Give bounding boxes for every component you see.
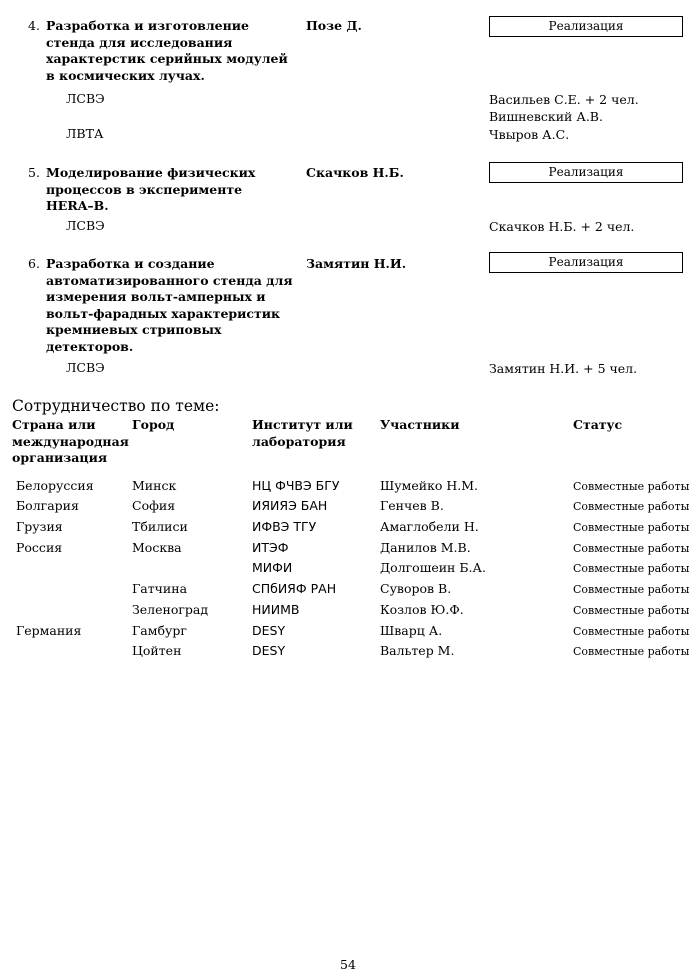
project-title: Разработка и создание автоматизированного стенда для измерения вольт-амперных и вольт-фарадных характеристик кремниевых стриповых детекторов. [46,256,293,354]
participant-cell: Вальтер М. [380,643,455,658]
city-cell: Зеленоград [132,602,209,617]
institute-cell: DESY [252,623,286,638]
city-cell: Гамбург [132,623,187,638]
page-number: 54 [340,957,356,972]
status-cell: Совместные работы [573,625,690,638]
lab-person: Васильев С.Е. + 2 чел. [489,92,639,107]
participant-cell: Шварц А. [380,623,443,638]
status-box: Реализация [489,252,683,273]
project-title: Моделирование физических процессов в эксперименте HERA–B. [46,165,256,213]
city-cell: Гатчина [132,581,188,596]
lab-name: ЛВТА [66,126,104,141]
lab-person: Замятин Н.И. + 5 чел. [489,361,638,376]
participant-cell: Данилов М.В. [380,540,471,555]
city-cell: Москва [132,540,182,555]
column-header: Институт или лаборатория [252,417,353,449]
column-header: Участники [380,417,460,432]
institute-cell: МИФИ [252,560,293,575]
project-number: 6. [28,256,40,271]
status-box: Реализация [489,162,683,183]
status-cell: Совместные работы [573,562,690,575]
lab-person: Вишневский А.В. [489,109,603,124]
status-cell: Совместные работы [573,604,690,617]
collaboration-heading: Сотрудничество по теме: [12,397,220,415]
project-number: 5. [28,165,40,180]
city-cell: Минск [132,478,177,493]
lab-name: ЛСВЭ [66,91,105,106]
status-cell: Совместные работы [573,521,690,534]
institute-cell: СПбИЯФ РАН [252,581,337,596]
institute-cell: ИЯИЯЭ БАН [252,498,328,513]
country-cell: Белоруссия [16,478,94,493]
participant-cell: Козлов Ю.Ф. [380,602,464,617]
column-header: Страна или международная организация [12,417,129,465]
status-cell: Совместные работы [573,583,690,596]
lab-person: Чвыров А.С. [489,127,570,142]
status-cell: Совместные работы [573,645,690,658]
lab-person: Скачков Н.Б. + 2 чел. [489,219,635,234]
institute-cell: ИФВЭ ТГУ [252,519,317,534]
status-cell: Совместные работы [573,500,690,513]
participant-cell: Генчев В. [380,498,444,513]
project-responsible: Замятин Н.И. [306,256,407,271]
participant-cell: Суворов В. [380,581,452,596]
country-cell: Грузия [16,519,63,534]
status-box: Реализация [489,16,683,37]
lab-name: ЛСВЭ [66,218,105,233]
project-responsible: Позе Д. [306,18,362,33]
participant-cell: Амаглобели Н. [380,519,479,534]
institute-cell: НИИМВ [252,602,300,617]
institute-cell: НЦ ФЧВЭ БГУ [252,478,340,493]
project-responsible: Скачков Н.Б. [306,165,404,180]
project-title: Разработка и изготовление стенда для исследования характерстик серийных модулей в космических лучах. [46,18,288,83]
lab-name: ЛСВЭ [66,360,105,375]
city-cell: Цойтен [132,643,182,658]
city-cell: Тбилиси [132,519,188,534]
institute-cell: DESY [252,643,286,658]
project-number: 4. [28,18,40,33]
column-header: Город [132,417,175,432]
city-cell: София [132,498,176,513]
country-cell: Германия [16,623,82,638]
status-cell: Совместные работы [573,480,690,493]
institute-cell: ИТЭФ [252,540,289,555]
column-header: Статус [573,417,623,432]
participant-cell: Долгошеин Б.А. [380,560,486,575]
participant-cell: Шумейко Н.М. [380,478,479,493]
country-cell: Болгария [16,498,79,513]
country-cell: Россия [16,540,63,555]
status-cell: Совместные работы [573,542,690,555]
